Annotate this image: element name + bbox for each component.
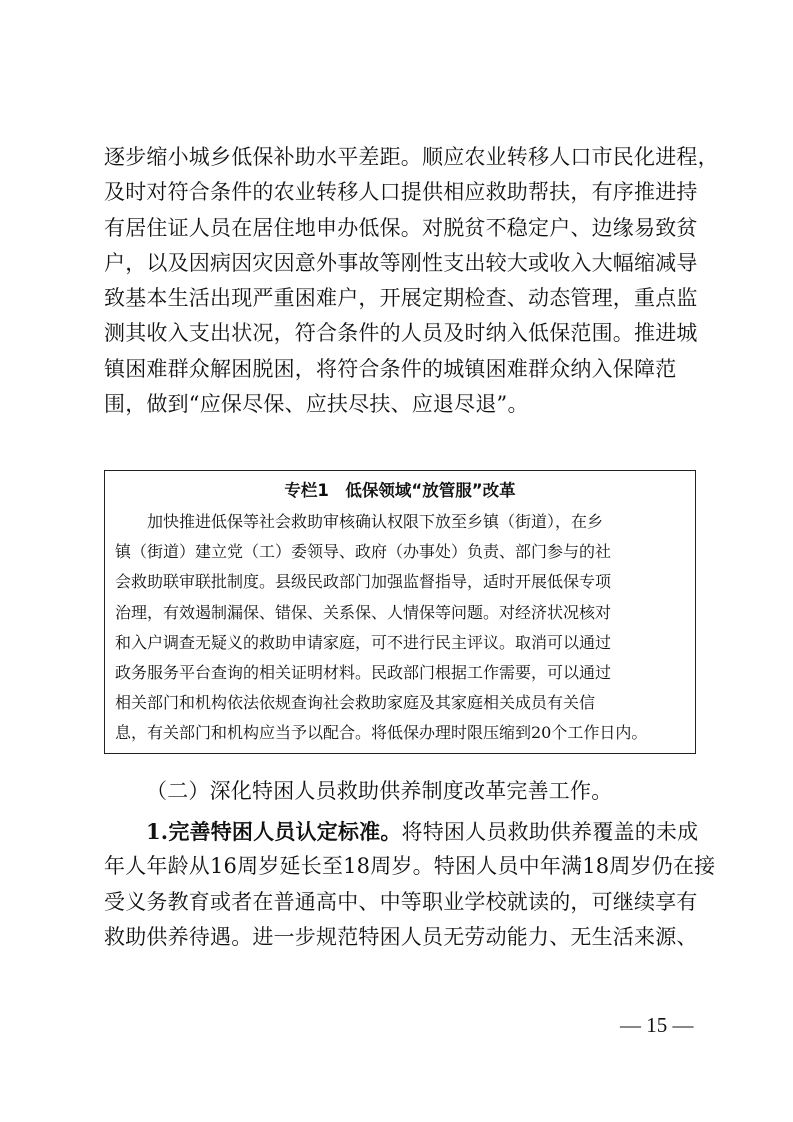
section-heading-text: （二）深化特困人员救助供养制度改革完善工作。 [146, 779, 613, 803]
text-line: 及时对符合条件的农业转移人口提供相应救助帮扶，有序推进持 [104, 180, 698, 205]
lead-heading: 1.完善特困人员认定标准。 [146, 819, 402, 844]
box-title: 专栏1 低保领域“放管服”改革 [284, 481, 516, 500]
text-line: 有居住证人员在居住地申办低保。对脱贫不稳定户、边缘易致贫 [104, 215, 698, 240]
section-heading [146, 774, 736, 809]
box-text-line: 会救助联审联批制度。县级民政部门加强监督指导，适时开展低保专项 [115, 572, 612, 592]
text-line: 受义务教育或者在普通高中、中等职业学校就读的，可继续享有 [104, 889, 698, 914]
text-line [104, 814, 699, 849]
text-line: 年人年龄从16周岁延长至18周岁。特困人员中年满18周岁仍在接 [104, 854, 716, 879]
sidebar-box [104, 470, 696, 754]
box-text-line: 和入户调查无疑义的救助申请家庭，可不进行民主评议。取消可以通过 [115, 632, 612, 652]
text-line: 围，做到“应保尽保、应扶尽扶、应退尽退”。 [104, 392, 529, 417]
text-line: 逐步缩小城乡低保补助水平差距。顺应农业转移人口市民化进程， [104, 145, 719, 169]
box-text-line: 治理，有效遏制漏保、错保、关系保、人情保等问题。对经济状况核对 [115, 602, 612, 622]
body-paragraph-1 [104, 140, 719, 422]
box-text-line: 加快推进低保等社会救助审核确认权限下放至乡镇（街道），在乡 [115, 512, 604, 531]
box-text-line: 政务服务平台查询的相关证明材料。民政部门根据工作需要，可以通过 [115, 662, 612, 682]
text-line: 救助供养待遇。进一步规范特困人员无劳动能力、无生活来源、 [104, 924, 698, 949]
text-line: 镇困难群众解困脱困，将符合条件的城镇困难群众纳入保障范 [104, 356, 677, 381]
lead-text: 将特困人员救助供养覆盖的未成 [401, 820, 699, 844]
text-line: 致基本生活出现严重困难户，开展定期检查、动态管理，重点监 [104, 286, 698, 311]
box-text-line: 相关部门和机构依法依规查询社会救助家庭及其家庭相关成员有关信 [115, 693, 596, 713]
text-line: 测其收入支出状况，符合条件的人员及时纳入低保范围。推进城 [104, 321, 698, 346]
box-body [115, 507, 687, 749]
page-number: — 15 — [620, 1013, 694, 1037]
body-paragraph-2 [104, 814, 716, 955]
box-text-line: 镇（街道）建立党（工）委领导、政府（办事处）负责、部门参与的社 [115, 542, 612, 562]
text-line: 户，以及因病因灾因意外事故等刚性支出较大或收入大幅缩减导 [104, 250, 698, 275]
box-text-line: 息，有关部门和机构应当予以配合。将低保办理时限压缩到20个工作日内。 [115, 723, 648, 743]
